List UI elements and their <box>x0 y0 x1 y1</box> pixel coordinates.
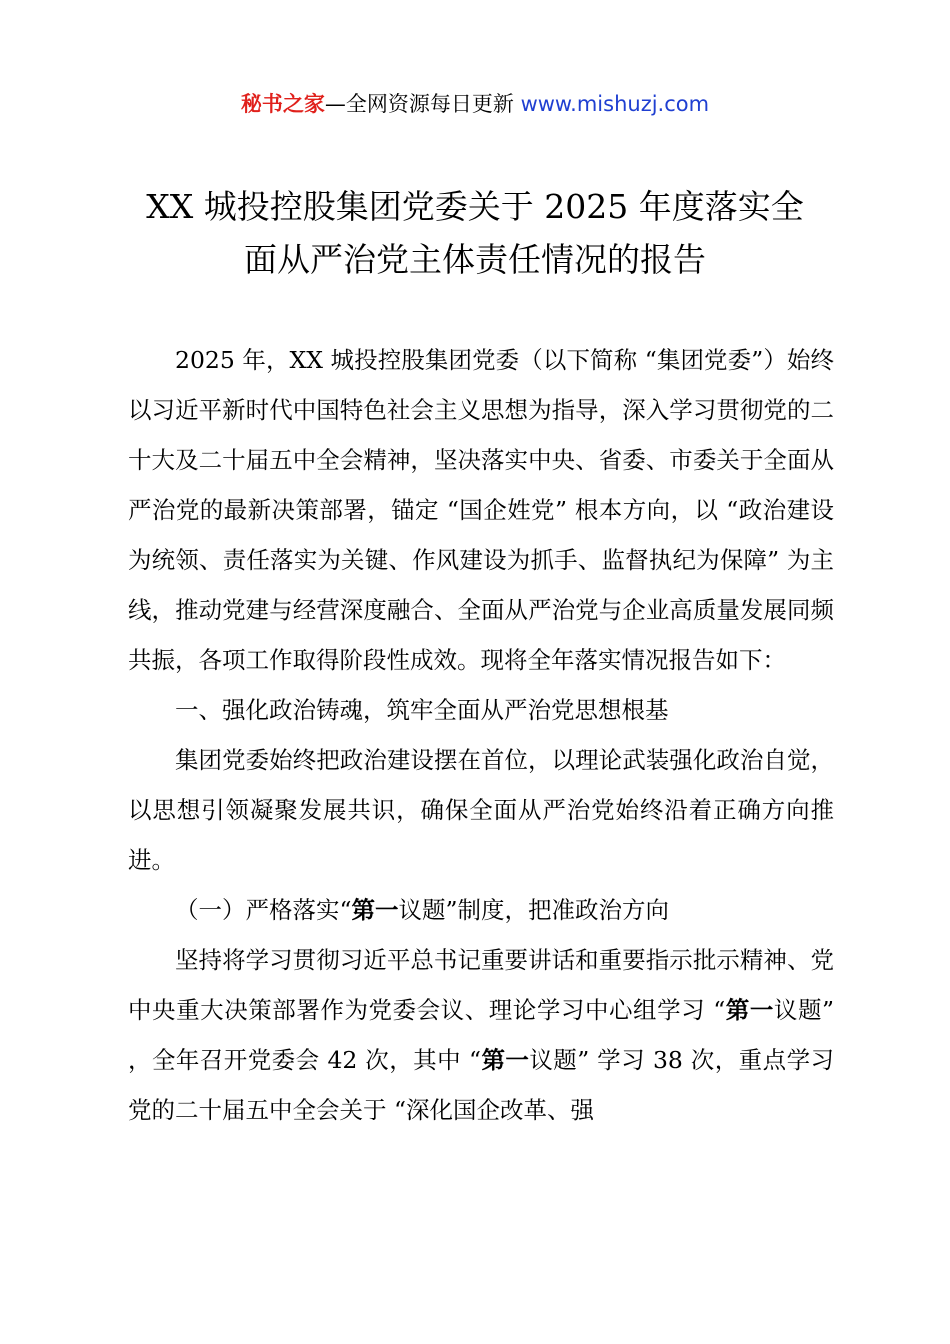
intro-paragraph: 2025 年，XX 城投控股集团党委（以下简称 “集团党委”）始终以习近平新时代中国特色社会主义思想为指导，深入学习贯彻党的二十大及二十届五中全会精神，坚决落实中央、省委、市委关于全面从严治党的最新决策部署，锚定 “国企姓党” 根本方向，以 “政治建设为统领、责任落实为关键、作风建设为抓手、监督执纪为保障” 为主线，推动党建与经营深度融合、全面从严治党与企业高质量发展同频共振，各项工作取得阶段性成效。现将全年落实情况报告如下： <box>128 346 834 674</box>
paragraph-bold-2: 第一 <box>481 1046 530 1074</box>
site-url-link[interactable]: www.mishuzj.com <box>520 92 710 116</box>
section-1-heading: 一、强化政治铸魂，筑牢全面从严治党思想根基 <box>175 696 669 724</box>
subsection-1-prefix: （一）严格落实“ <box>175 896 352 924</box>
site-tagline: —全网资源每日更新 <box>324 92 521 116</box>
document-title <box>100 180 850 286</box>
site-header-banner <box>0 88 950 120</box>
title-line-2: 面从严治党主体责任情况的报告 <box>244 240 706 279</box>
subsection-1-paragraph <box>128 935 834 1135</box>
paragraph-text-part-1: 坚持将学习贯彻习近平总书记重要讲话和重要指示批示精神、党中央重大决策部署作为党委会议、理论学习中心组学习 “ <box>128 946 834 1024</box>
subsection-1-heading <box>128 885 834 935</box>
site-brand: 秘书之家 <box>240 92 325 116</box>
paragraph-bold-1: 第一 <box>725 996 774 1024</box>
section-1-paragraph: 集团党委始终把政治建设摆在首位，以理论武装强化政治自觉，以思想引领凝聚发展共识，确保全面从严治党始终沿着正确方向推进。 <box>128 746 834 874</box>
subsection-1-bold: 第一 <box>351 896 399 924</box>
document-body <box>128 335 834 1135</box>
subsection-1-suffix: 议题”制度，把准政治方向 <box>398 896 670 924</box>
paragraph-text-part-2: 议题” ，全年召开党委会 42 次，其中 “ <box>128 996 835 1074</box>
title-line-1: XX 城投控股集团党委关于 2025 年度落实全 <box>146 187 804 226</box>
paragraph-text-part-3: 议题” 学习 38 次，重点学习党的二十届五中全会关于 “深化国企改革、强 <box>128 1046 835 1124</box>
